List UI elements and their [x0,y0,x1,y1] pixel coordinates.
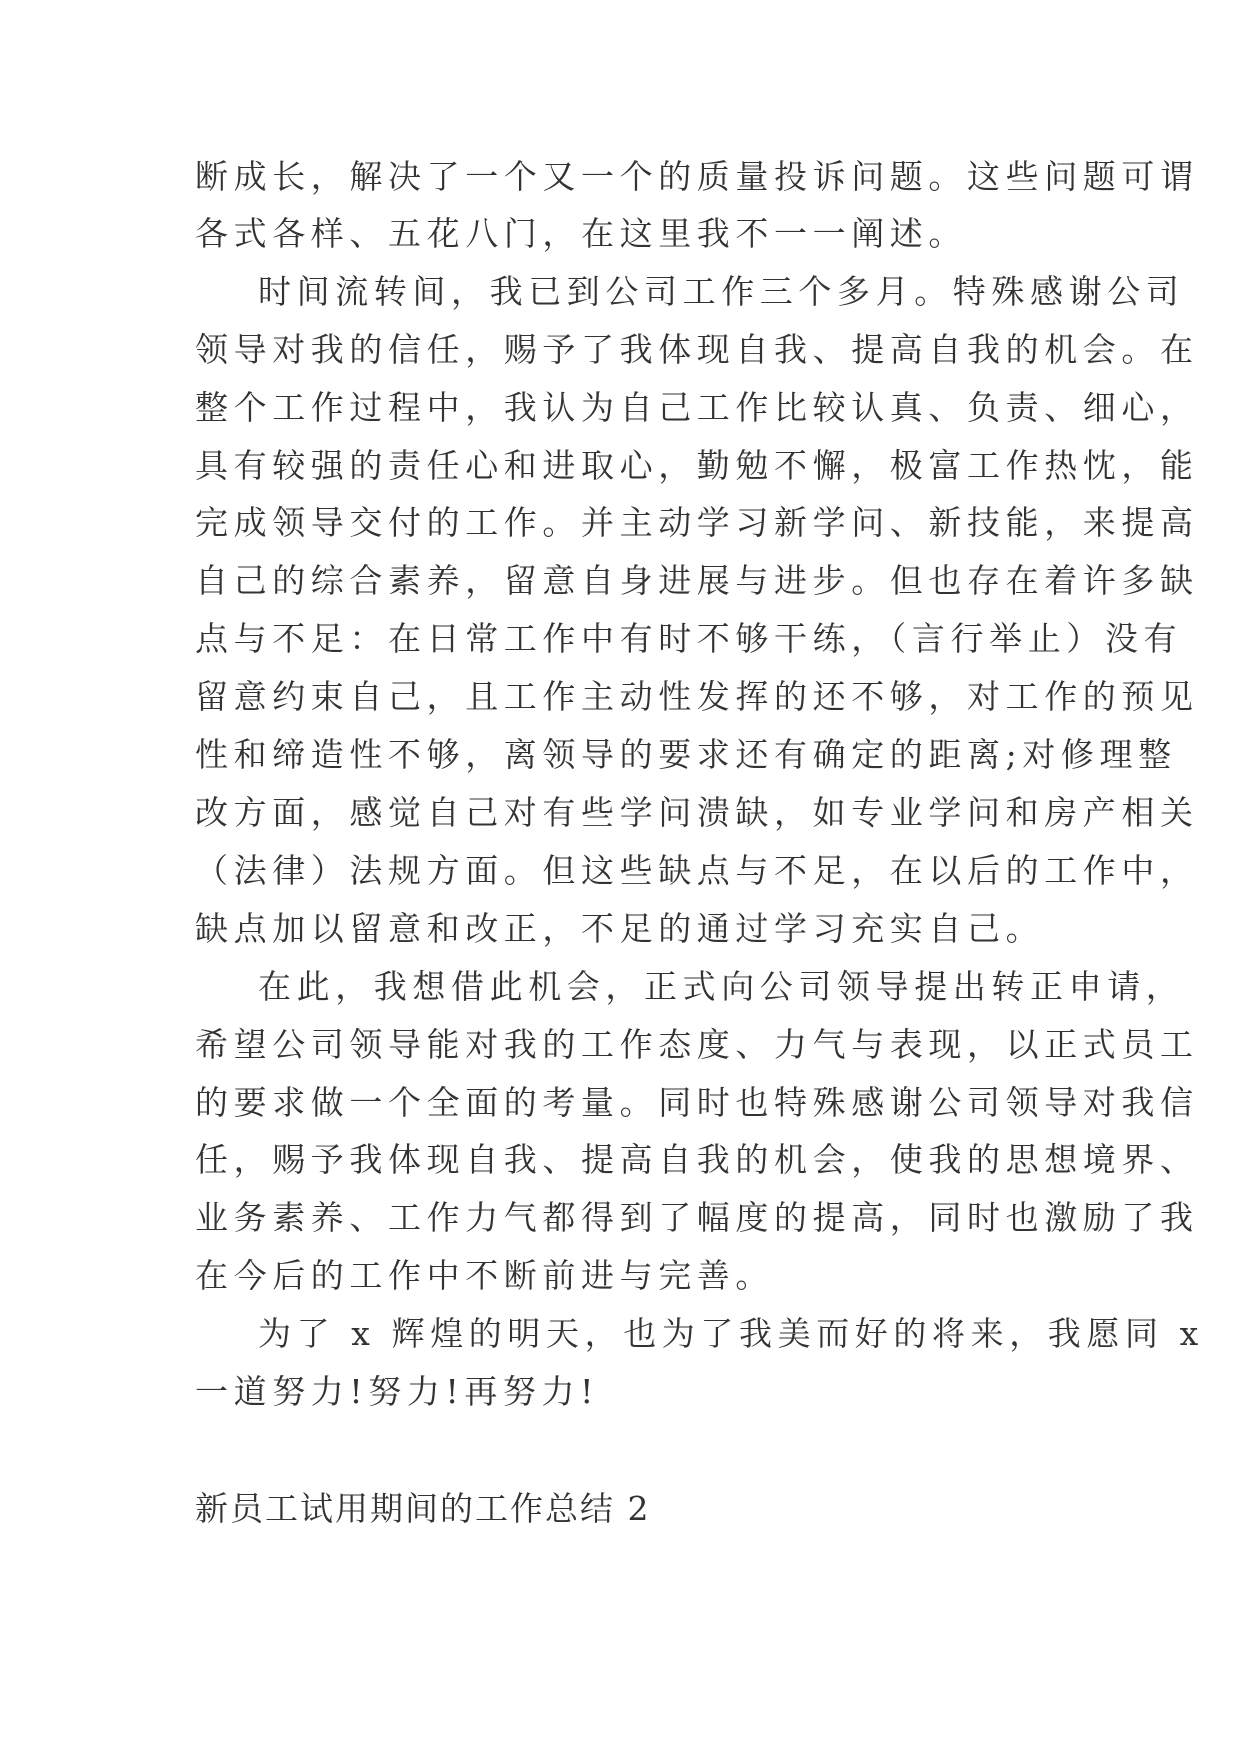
paragraph-line: （法律）法规方面。但这些缺点与不足，在以后的工作中， [195,851,1199,890]
paragraph-line: 留意约束自己，且工作主动性发挥的还不够，对工作的预见 [195,677,1199,716]
paragraph-line: 各式各样、五花八门，在这里我不一一阐述。 [195,214,967,253]
paragraph-line: 自己的综合素养，留意自身进展与进步。但也存在着许多缺 [195,561,1199,600]
paragraph-line: 任，赐予我体现自我、提高自我的机会，使我的思想境界、 [195,1140,1199,1179]
paragraph-line: 缺点加以留意和改正，不足的通过学习充实自己。 [195,909,1045,948]
paragraph-line: 领导对我的信任，赐予了我体现自我、提高自我的机会。在 [195,330,1199,369]
paragraph-line: 希望公司领导能对我的工作态度、力气与表现，以正式员工 [195,1025,1199,1064]
paragraph-line: 在今后的工作中不断前进与完善。 [195,1256,774,1295]
paragraph-line: 业务素养、工作力气都得到了幅度的提高，同时也激励了我 [195,1198,1199,1237]
paragraph-line: 的要求做一个全面的考量。同时也特殊感谢公司领导对我信 [195,1083,1199,1122]
paragraph-line: 完成领导交付的工作。并主动学习新学问、新技能，来提高 [195,503,1199,542]
paragraph-line: 断成长，解决了一个又一个的质量投诉问题。这些问题可谓 [195,157,1199,196]
paragraph-line: 一道努力!努力!再努力! [195,1372,599,1411]
paragraph-line: 具有较强的责任心和进取心，勤勉不懈，极富工作热忱，能 [195,446,1199,485]
section-heading: 新员工试用期间的工作总结 2 [195,1489,651,1528]
paragraph-line: 点与不足：在日常工作中有时不够干练，（言行举止）没有 [195,619,1183,658]
paragraph-line: 改方面，感觉自己对有些学问溃缺，如专业学问和房产相关 [195,793,1199,832]
paragraph-line: 为了 x 辉煌的明天，也为了我美而好的将来，我愿同 x [258,1314,1204,1353]
paragraph-line: 在此，我想借此机会，正式向公司领导提出转正申请， [258,967,1185,1006]
paragraph-line: 性和缔造性不够，离领导的要求还有确定的距离;对修理整 [195,735,1177,774]
paragraph-line: 时间流转间，我已到公司工作三个多月。特殊感谢公司 [258,272,1185,311]
paragraph-line: 整个工作过程中，我认为自己工作比较认真、负责、细心， [195,388,1199,427]
